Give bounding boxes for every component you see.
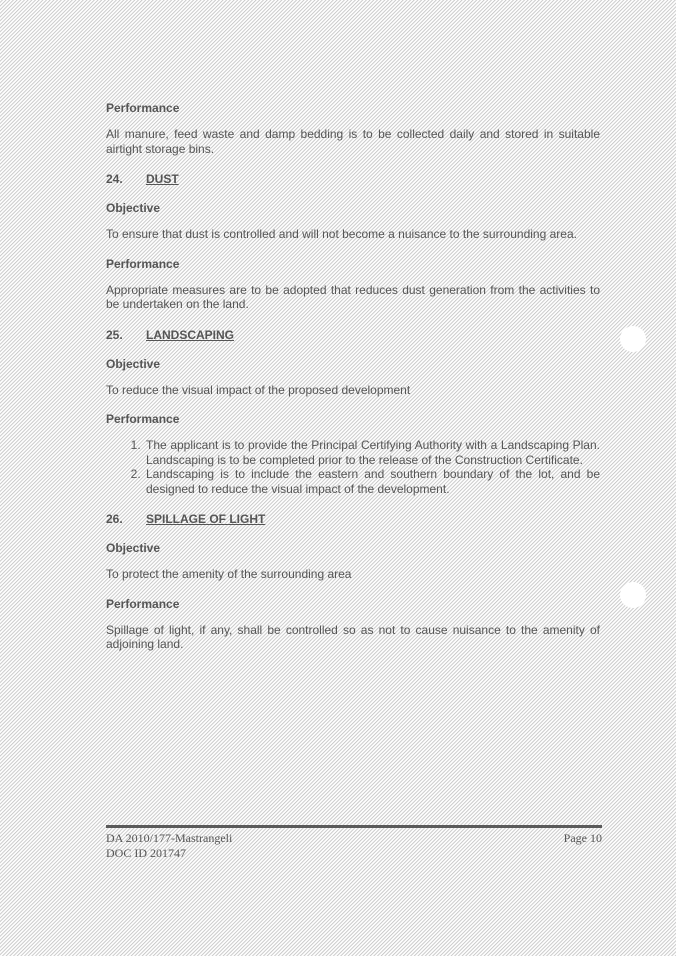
section-heading: SPILLAGE OF LIGHT [146, 512, 266, 526]
section-number: 25. [106, 327, 123, 342]
performance-list [106, 438, 600, 496]
page-footer [106, 825, 602, 861]
page-number: Page 10 [563, 831, 602, 845]
section-25-title [106, 327, 600, 343]
performance-heading: Performance [106, 256, 180, 271]
footer-row [106, 831, 602, 846]
document-body [106, 96, 600, 652]
section-heading: LANDSCAPING [146, 327, 235, 342]
objective-text: To reduce the visual impact of the proposed development [106, 382, 411, 397]
objective-text: To protect the amenity of the surrounding area [106, 567, 352, 581]
performance-heading: Performance [106, 412, 180, 426]
objective-text: To ensure that dust is controlled and will not become a nuisance to the surrounding area. [106, 227, 577, 241]
list-item: 1. The applicant is to provide the Principal Certifying Authority with a Landscaping Plan. Landscaping is to be completed prior to the release of the Construction Certificate. [144, 438, 600, 467]
section-heading: DUST [146, 172, 179, 186]
punch-hole [620, 326, 646, 352]
section-number: 26. [106, 512, 123, 526]
performance-text: Appropriate measures are to be adopted that reduces dust generation from the activities to be undertaken on the land. [106, 282, 600, 311]
performance-heading: Performance [106, 101, 180, 115]
objective-heading: Objective [106, 356, 161, 371]
list-item: 2. Landscaping is to include the eastern and southern boundary of the lot, and be designed to reduce the visual impact of the development. [144, 467, 600, 496]
punch-hole [620, 582, 646, 608]
objective-heading: Objective [106, 541, 161, 555]
objective-heading: Objective [106, 201, 161, 215]
section-26-title [106, 511, 600, 527]
doc-id: DOC ID 201747 [106, 846, 186, 860]
performance-text: All manure, feed waste and damp bedding is to be collected daily and stored in suitable airtight storage bins. [106, 127, 600, 156]
footer-divider [106, 825, 602, 828]
performance-text: Spillage of light, if any, shall be controlled so as not to cause nuisance to the amenity of adjoining land. [106, 622, 600, 651]
section-number: 24. [106, 172, 123, 186]
section-24-title [106, 171, 600, 187]
da-reference: DA 2010/177-Mastrangeli [106, 831, 233, 845]
footer-row [106, 846, 602, 861]
performance-heading: Performance [106, 596, 180, 611]
